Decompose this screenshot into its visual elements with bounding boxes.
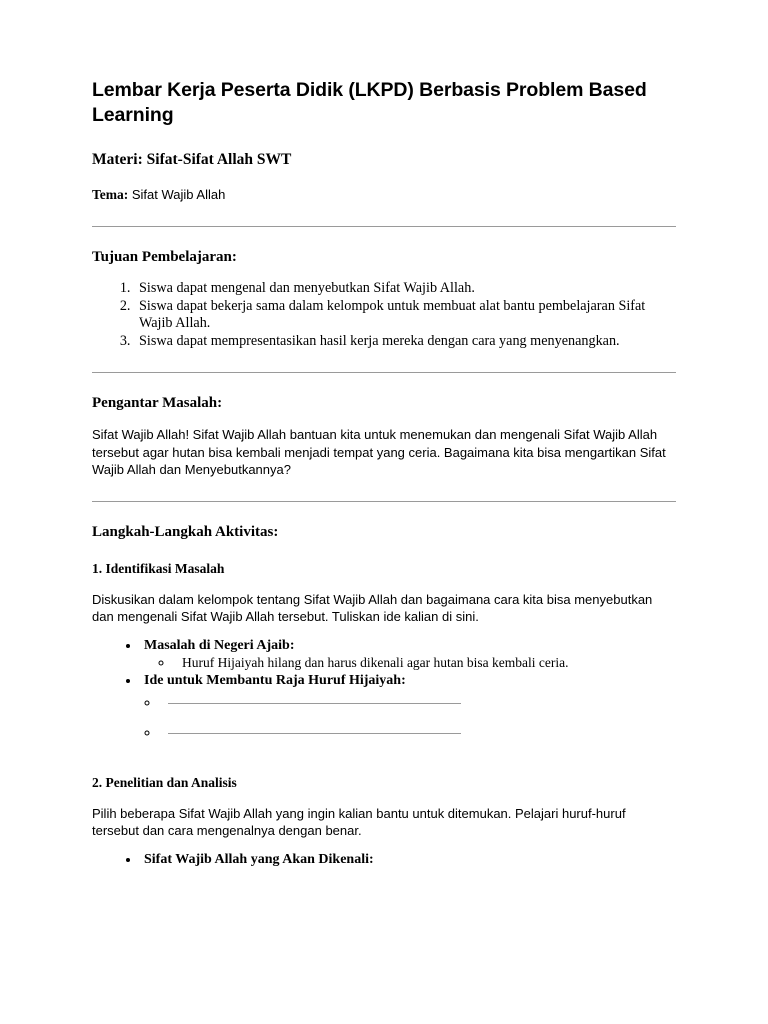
materi-label: Materi: <box>92 151 143 168</box>
list-item: 1. Siswa dapat mengenal dan menyebutkan Sifat Wajib Allah. <box>134 280 676 298</box>
divider-1 <box>92 226 676 227</box>
tujuan-heading: Tujuan Pembelajaran: <box>92 249 237 265</box>
blank-line-rule[interactable] <box>168 721 461 734</box>
step1-bullet2-label: Ide untuk Membantu Raja Huruf Hijaiyah: <box>144 672 406 688</box>
pengantar-heading: Pengantar Masalah: <box>92 395 223 411</box>
tema-label: Tema: <box>92 187 129 202</box>
step1-bullets <box>92 638 676 689</box>
step1-bullet1-label: Masalah di Negeri Ajaib: <box>144 637 295 653</box>
tema-line <box>92 186 676 204</box>
step1-blank-lines <box>92 695 676 755</box>
step2-paragraph: Pilih beberapa Sifat Wajib Allah yang ingin kalian bantu untuk ditemukan. Pelajari huruf-huruf tersebut dan cara mengenalnya dengan benar. <box>92 805 626 838</box>
step2-bullet1-label: Sifat Wajib Allah yang Akan Dikenali: <box>144 851 374 867</box>
langkah-heading: Langkah-Langkah Aktivitas: <box>92 523 279 540</box>
divider-3 <box>92 501 676 502</box>
list-item: ◦ Huruf Hijaiyah hilang dan harus dikenali agar hutan bisa kembali ceria. <box>174 655 676 671</box>
blank-line-item[interactable] <box>160 725 676 755</box>
list-item <box>140 852 676 868</box>
list-item: 3. Siswa dapat mempresentasikan hasil kerja mereka dengan cara yang menyenangkan. <box>134 333 676 351</box>
step1-paragraph: Diskusikan dalam kelompok tentang Sifat Wajib Allah dan bagaimana cara kita bisa menyebutkan dan mengenali Sifat Wajib Allah tersebut. Tuliskan ide kalian di sini. <box>92 591 653 624</box>
tema-value: Sifat Wajib Allah <box>131 187 226 202</box>
materi-line <box>92 150 676 170</box>
tujuan-list <box>92 280 676 350</box>
step1-bullet1-sublist <box>144 655 676 671</box>
step2-heading: 2. Penelitian dan Analisis <box>92 774 237 790</box>
blank-line-rule[interactable] <box>168 691 461 704</box>
step1-heading: 1. Identifikasi Masalah <box>92 560 225 576</box>
pengantar-paragraph: Sifat Wajib Allah! Sifat Wajib Allah bantuan kita untuk menemukan dan mengenali Sifat Wajib Allah tersebut agar hutan bisa kembali menjadi tempat yang ceria. Bagaimana kita bisa mengartikan Sifat Wajib Allah dan Menyebutkannya? <box>92 427 666 477</box>
step2-bullets <box>92 852 676 868</box>
page-title: Lembar Kerja Peserta Didik (LKPD) Berbasis Problem Based Learning <box>92 79 647 126</box>
list-item <box>140 638 676 671</box>
list-item: 2. Siswa dapat bekerja sama dalam kelompok untuk membuat alat bantu pembelajaran Sifat Wajib Allah. <box>134 298 676 333</box>
list-item <box>140 673 676 689</box>
materi-value: Sifat-Sifat Allah SWT <box>146 151 292 168</box>
divider-2 <box>92 372 676 373</box>
